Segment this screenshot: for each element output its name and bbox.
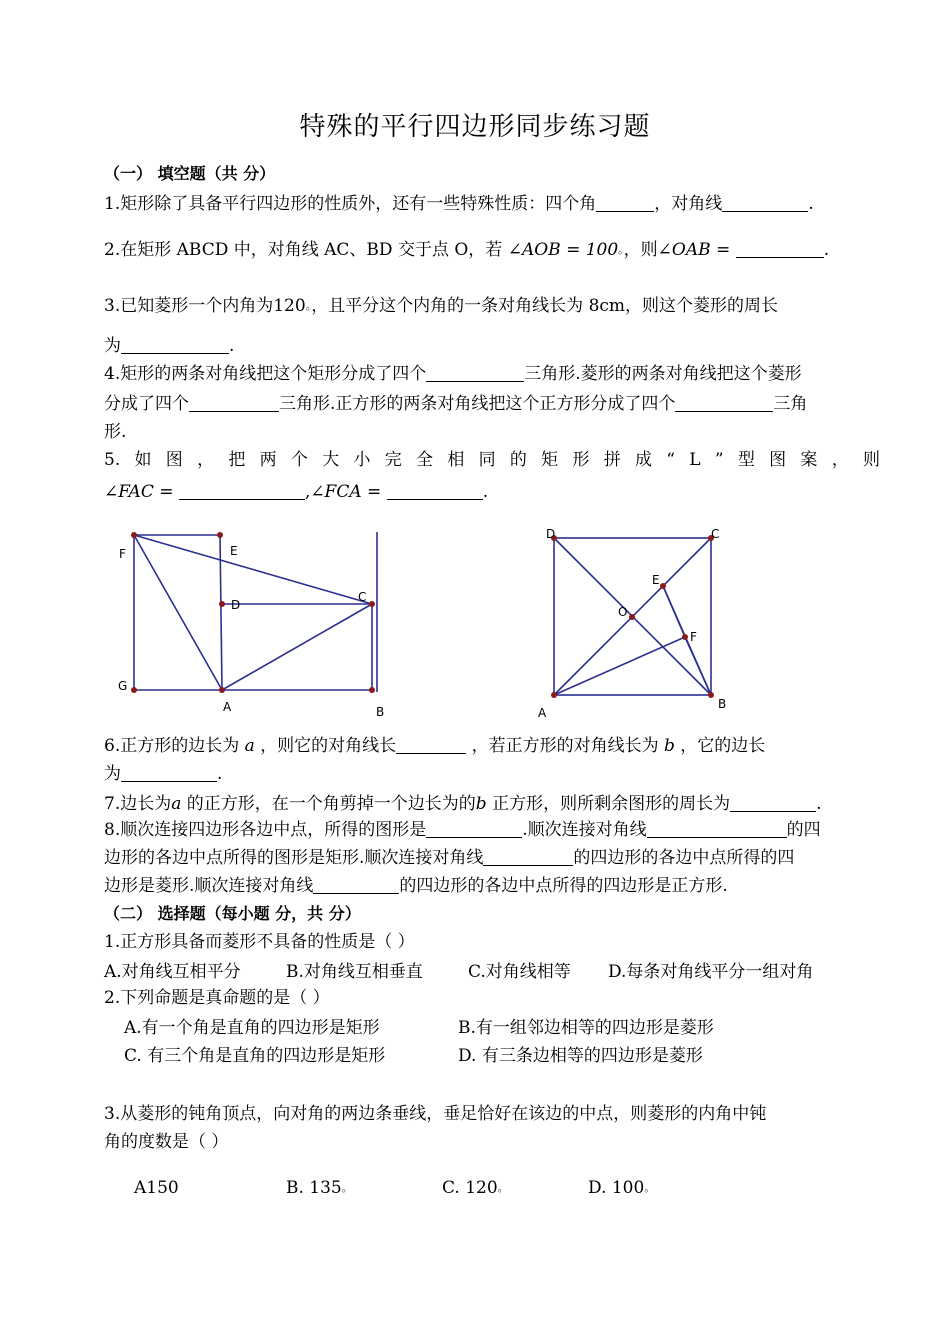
answer-blank[interactable]: [313, 875, 399, 894]
q5-char: 小: [353, 450, 371, 470]
q4-text: 4.矩形的两条对角线把这个矩形分成了四个: [104, 364, 427, 384]
question-7: 7.边长为a 的正方形，在一个角剪掉一个边长为的b 正方形，则所剩余图形的周长为 .: [104, 794, 822, 814]
q5-char: 矩: [541, 450, 559, 470]
option-d[interactable]: D.每条对角线平分一组对角: [608, 962, 814, 982]
option-b[interactable]: B.有一组邻边相等的四边形是菱形: [458, 1018, 714, 1038]
q8-text-5: 的四边形的各边中点所得的四: [573, 848, 795, 868]
q3-text-2: ，且平分这个内角的一条对角线长为 8cm，则这个菱形的周长: [311, 296, 779, 316]
label-b-2: B: [718, 697, 727, 711]
q5-char: “: [666, 450, 675, 470]
q5-char: 两: [259, 450, 277, 470]
option-b-label: B. 135: [286, 1178, 342, 1198]
segment-fc: [134, 535, 372, 604]
label-b: B: [376, 705, 385, 719]
question-8: [104, 818, 821, 842]
option-a[interactable]: A.对角线互相平分: [104, 962, 241, 982]
q5-char: 相: [447, 450, 465, 470]
option-a[interactable]: A150: [134, 1178, 179, 1198]
question-5-cont: ∠FAC = ,∠FCA = .: [104, 482, 489, 502]
q4-text-3: 分成了四个: [104, 394, 189, 414]
option-c-label: C. 120: [442, 1178, 498, 1198]
option-b[interactable]: B.对角线互相垂直: [286, 962, 423, 982]
q6-text: 6.正方形的边长为: [104, 736, 240, 756]
segment-fb: [685, 637, 711, 695]
label-a-2: A: [538, 706, 547, 720]
point-d: [219, 601, 225, 607]
q6-variable-2: b: [664, 736, 675, 756]
label-e-2: E: [652, 573, 660, 587]
degree-symbol: 。: [618, 243, 624, 256]
option-c[interactable]: C.对角线相等: [468, 962, 571, 982]
q5-char: ，: [831, 450, 849, 470]
q5-char: L: [689, 450, 701, 470]
label-c: C: [358, 590, 367, 604]
q2-text: 2.在矩形 ABCD 中，对角线 AC、BD 交于点 O，若: [104, 240, 503, 260]
q8-text-2: .顺次连接对角线: [522, 820, 647, 840]
q6-variable: a: [244, 736, 255, 756]
answer-blank[interactable]: [730, 793, 816, 812]
q5-char: 则: [862, 450, 880, 470]
answer-blank[interactable]: [396, 735, 466, 754]
label-e: E: [230, 544, 238, 558]
q7-text: 7.边长为: [104, 794, 172, 814]
point-o-2: [629, 614, 635, 620]
q5-expression-2: ∠FCA =: [310, 482, 382, 502]
option-d[interactable]: D. 有三条边相等的四边形是菱形: [458, 1046, 703, 1066]
point-g: [131, 687, 137, 693]
option-d-label: D. 100: [588, 1178, 645, 1198]
degree-symbol: 。: [644, 1181, 656, 1194]
q8-text-4: 边形的各边中点所得的图形是矩形.顺次连接对角线: [104, 848, 484, 868]
q8-text-6: 边形是菱形.顺次连接对角线: [104, 876, 314, 896]
q8-text-7: 的四边形的各边中点所得的四边形是正方形.: [399, 876, 728, 896]
q6-text-5: 为: [104, 764, 121, 784]
q2-expression: ∠AOB = 100: [507, 240, 619, 260]
q5-char: 案: [800, 450, 818, 470]
q3-angle: 120: [273, 296, 306, 316]
label-o-2: O: [618, 605, 628, 619]
point-b-2: [708, 692, 714, 698]
segment-af: [554, 637, 685, 695]
question-6-cont: 为 .: [104, 764, 223, 784]
option-b[interactable]: [286, 1176, 353, 1200]
point-e-2: [660, 583, 666, 589]
question-3-cont: 为 .: [104, 336, 235, 356]
q8-text: 8.顺次连接四边形各边中点，所得的图形是: [104, 820, 427, 840]
section-fill-in: （一） 填空题（共 分）: [104, 164, 276, 183]
q5-expression-1: ∠FAC =: [104, 482, 174, 502]
q5-char: 拼: [603, 450, 621, 470]
question-4-end: 形.: [104, 422, 127, 442]
section-choice: （二） 选择题（每小题 分，共 分）: [104, 904, 361, 923]
q5-char: 图: [769, 450, 787, 470]
q5-char: 全: [416, 450, 434, 470]
q5-char: 型: [737, 450, 755, 470]
q7-variable: a: [171, 794, 182, 814]
q5-char: 把: [228, 450, 246, 470]
point-a: [219, 687, 225, 693]
q3-text-3: 为: [104, 336, 121, 356]
point-c: [369, 601, 375, 607]
q5-char: 图: [165, 450, 183, 470]
q1-text: 1.矩形除了具备平行四边形的性质外，还有一些特殊性质：四个角: [104, 194, 597, 214]
choice-question-3-cont: 角的度数是（ ）: [104, 1132, 229, 1152]
label-g: G: [118, 679, 128, 693]
point-b: [369, 687, 375, 693]
q7-text-3: 正方形，则所剩余图形的周长为: [492, 794, 731, 814]
q3-text: 3.已知菱形一个内角为: [104, 296, 274, 316]
q6-text-4: ，它的边长: [680, 736, 766, 756]
q5-char: 完: [384, 450, 402, 470]
label-f: F: [119, 547, 126, 561]
option-c[interactable]: [442, 1176, 509, 1200]
q7-variable-2: b: [475, 794, 487, 814]
q1-text-2: ，对角线: [654, 194, 723, 214]
q5-char: 同: [478, 450, 496, 470]
label-d: D: [231, 598, 241, 612]
degree-symbol: 。: [305, 299, 312, 312]
choice-question-2: 2.下列命题是真命题的是（ ）: [104, 988, 330, 1008]
q5-char: 成: [635, 450, 653, 470]
segment-fa: [134, 535, 222, 690]
segment-ea: [220, 535, 222, 690]
choice-question-3: 3.从菱形的钝角顶点，向对角的两边条垂线，垂足恰好在该边的中点，则菱形的内角中钝: [104, 1104, 767, 1124]
answer-blank[interactable]: [483, 847, 573, 866]
q6-text-2: ，则它的对角线长: [260, 736, 397, 756]
q5-char: 个: [290, 450, 308, 470]
answer-blank[interactable]: [121, 763, 217, 782]
q8-text-3: 的四: [786, 820, 821, 840]
label-f-2: F: [690, 630, 697, 644]
q6-text-3: ，若正方形的对角线长为: [471, 736, 659, 756]
label-c-2: C: [711, 527, 720, 541]
point-f: [131, 532, 137, 538]
question-8-cont: [104, 846, 794, 870]
q5-char: 如: [134, 450, 152, 470]
question-2: 2.在矩形 ABCD 中，对角线 AC、BD 交于点 O，若 ∠AOB = 100。，则∠OAB = .: [104, 240, 830, 260]
answer-blank[interactable]: [647, 819, 787, 838]
label-d-2: D: [546, 527, 556, 541]
q4-text-4: 三角形.正方形的两条对角线把这个正方形分成了四个: [279, 394, 676, 414]
q5-char: ，: [197, 450, 215, 470]
question-8-end: [104, 874, 728, 898]
option-a[interactable]: A.有一个角是直角的四边形是矩形: [124, 1018, 380, 1038]
q7-text-2: 的正方形，在一个角剪掉一个边长为的: [186, 794, 476, 814]
page-title: 特殊的平行四边形同步练习题: [299, 112, 651, 142]
answer-blank[interactable]: [426, 819, 522, 838]
q2-expression-2: ∠OAB =: [657, 240, 731, 260]
q2-text-2: ，则: [623, 240, 658, 260]
q5-char: 形: [572, 450, 590, 470]
question-1: 1.矩形除了具备平行四边形的性质外，还有一些特殊性质：四个角 ，对角线 .: [104, 194, 814, 214]
segment-ac: [222, 604, 372, 690]
point-f-2: [682, 634, 688, 640]
question-6: [104, 734, 765, 758]
q4-text-5: 三角: [773, 394, 808, 414]
option-d[interactable]: [588, 1176, 655, 1200]
q5-char: ”: [714, 450, 724, 470]
q4-text-2: 三角形.菱形的两条对角线把这个菱形: [524, 364, 802, 384]
degree-symbol: 。: [497, 1181, 509, 1194]
q5-char: 大: [322, 450, 340, 470]
choice-question-1: 1.正方形具备而菱形不具备的性质是（ ）: [104, 932, 415, 952]
degree-symbol: 。: [341, 1181, 353, 1194]
option-c[interactable]: C. 有三个角是直角的四边形是矩形: [124, 1046, 386, 1066]
label-a: A: [223, 700, 232, 714]
q5-char: 的: [509, 450, 527, 470]
point-a-2: [551, 692, 557, 698]
point-e: [217, 532, 223, 538]
q5-char: 5.: [104, 450, 121, 470]
